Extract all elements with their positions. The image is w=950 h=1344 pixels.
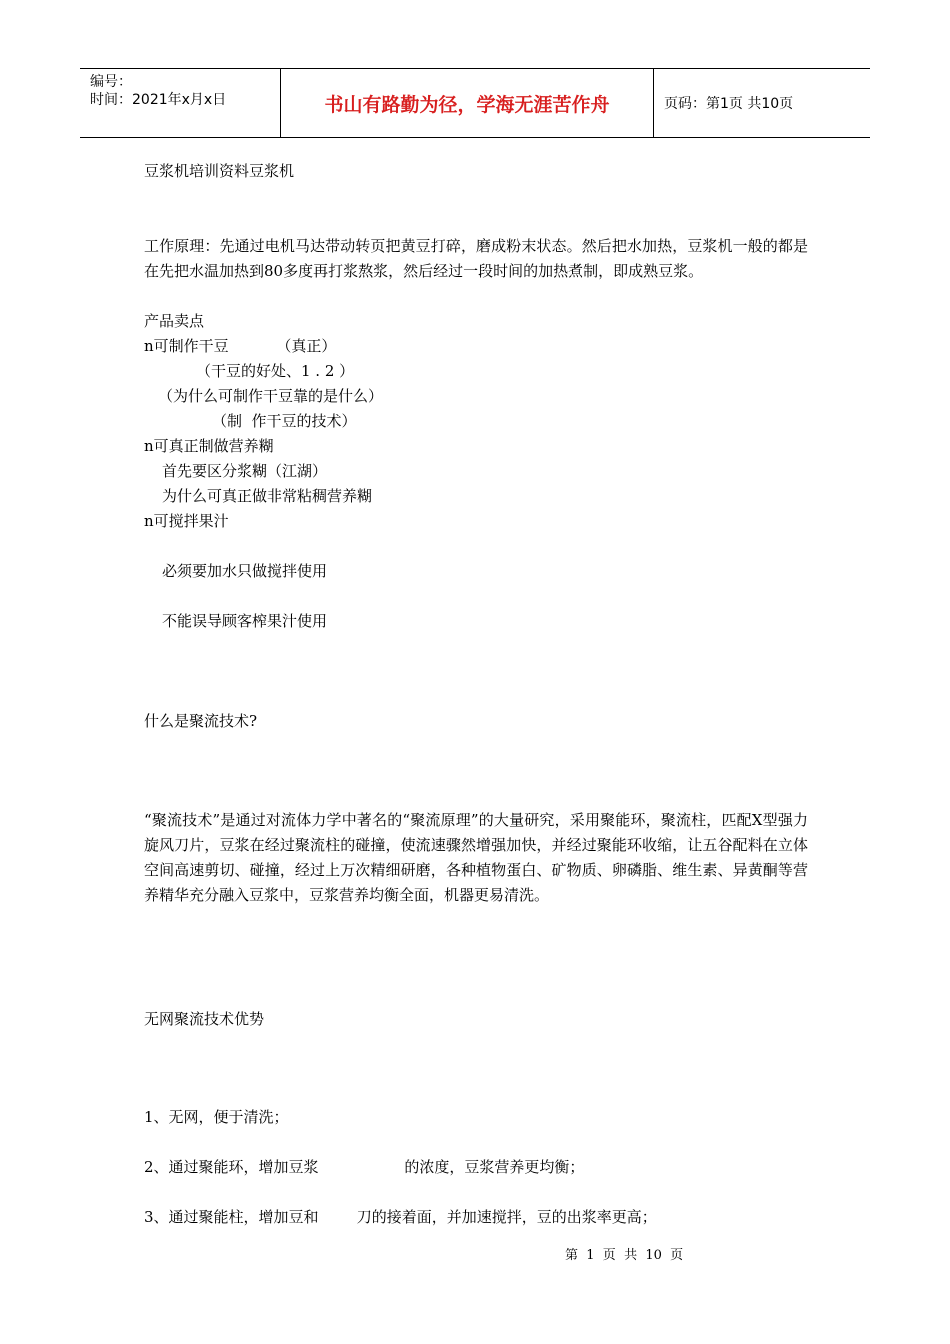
advantage-1: 1、无网，便于清洗；: [144, 1108, 289, 1126]
advantage-3: 3、通过聚能柱，增加豆和 刀的接着面，并加速搅拌，豆的出浆率更高；: [144, 1208, 657, 1226]
doc-title: 豆浆机培训资料豆浆机: [144, 162, 295, 180]
selling-point-3-sub-1: 必须要加水只做搅拌使用: [162, 562, 328, 580]
selling-point-1-sub-1: （干豆的好处、1 . 2 ）: [196, 362, 355, 380]
time-label: 时间：2021年x月x日: [90, 92, 227, 108]
principle-paragraph: 工作原理：先通过电机马达带动转页把黄豆打碎，磨成粉末状态。然后把水加热，豆浆机一般的都是在先把水温加热到80多度再打浆熬浆，然后经过一段时间的加热煮制，即成熟豆浆。: [144, 237, 808, 280]
selling-point-3-sub-2: 不能误导顾客榨果汁使用: [162, 612, 328, 630]
question-answer: “聚流技术”是通过对流体力学中著名的“聚流原理”的大量研究，采用聚能环，聚流柱，匹配X型强力旋风刀片，豆浆在经过聚流柱的碰撞，使流速骤然增强加快，并经过聚能环收缩，让五谷配料在立体空间高速剪切、碰撞，经过上万次精细研磨，各种植物蛋白、矿物质、卵磷脂、维生素、异黄酮等营养精华充分融入豆浆中，豆浆营养均衡全面，机器更易清洗。: [144, 811, 808, 904]
page-footer: 第 1 页 共 10 页: [565, 1248, 684, 1263]
question-title: 什么是聚流技术?: [144, 712, 258, 730]
advantage-2: 2、通过聚能环，增加豆浆 的浓度，豆浆营养更均衡；: [144, 1158, 585, 1176]
selling-point-1-sub-3: （制 作干豆的技术）: [212, 412, 357, 430]
document-header: [80, 68, 870, 138]
number-label: 编号：: [90, 74, 132, 90]
header-page-label: 页码：第1页 共10页: [664, 96, 794, 112]
advantages-title: 无网聚流技术优势: [144, 1010, 265, 1028]
header-meta: [80, 69, 281, 137]
selling-point-2-sub-1: 首先要区分浆糊（江湖）: [162, 462, 328, 480]
selling-point-2: n可真正制做营养糊: [144, 437, 274, 455]
selling-points-title: 产品卖点: [144, 312, 205, 330]
selling-point-1-sub-2: （为什么可制作干豆靠的是什么）: [158, 387, 384, 405]
selling-point-3: n可搅拌果汁: [144, 512, 229, 530]
selling-point-1: n可制作干豆 （真正）: [144, 337, 337, 355]
selling-point-2-sub-2: 为什么可真正做非常粘稠营养糊: [162, 487, 373, 505]
header-motto: 书山有路勤为径，学海无涯苦作舟: [281, 69, 654, 137]
